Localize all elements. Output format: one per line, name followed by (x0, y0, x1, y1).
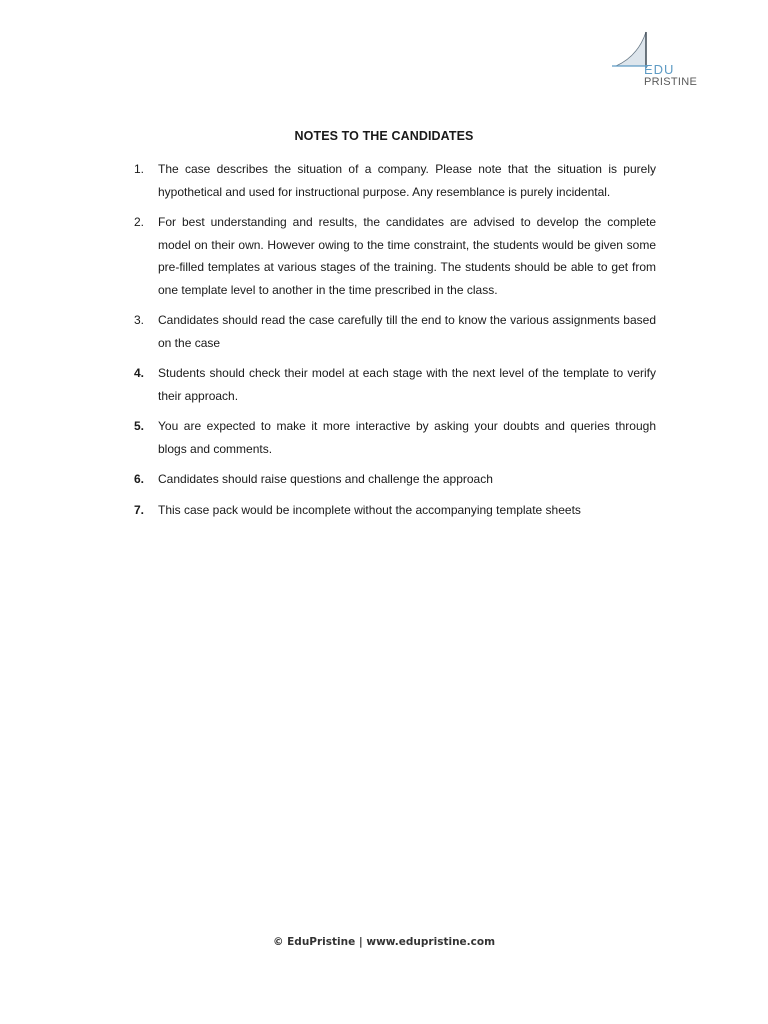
note-item (134, 499, 656, 522)
note-number: 3. (134, 313, 145, 327)
note-text: Students should check their model at each stage with the next level of the template to verify their approach. (158, 366, 656, 403)
note-item (134, 415, 656, 460)
notes-list (134, 158, 656, 529)
note-number: 5. (134, 419, 145, 433)
logo-pristine-text: PRISTINE (644, 76, 698, 88)
note-item (134, 362, 656, 407)
page-title: NOTES TO THE CANDIDATES (294, 129, 474, 143)
note-text: The case describes the situation of a company. Please note that the situation is purely hypothetical and used for instructional purpose. Any resemblance is purely incidental. (158, 162, 656, 199)
note-text: You are expected to make it more interactive by asking your doubts and queries through blogs and comments. (158, 419, 656, 456)
note-item (134, 468, 656, 491)
note-number: 4. (134, 366, 145, 380)
logo-edu-text: EDU (644, 62, 675, 77)
note-item (134, 309, 656, 354)
note-number: 7. (134, 502, 145, 517)
note-number: 6. (134, 472, 145, 486)
note-item (134, 211, 656, 301)
page-footer: © EduPristine | www.edupristine.com (272, 936, 496, 948)
note-number: 1. (134, 162, 145, 176)
edupristine-logo (612, 30, 708, 92)
note-number: 2. (134, 215, 145, 229)
note-item (134, 158, 656, 203)
note-text: Candidates should read the case carefully till the end to know the various assignments based on the case (158, 313, 656, 350)
note-text: Candidates should raise questions and challenge the approach (158, 472, 493, 486)
note-text: This case pack would be incomplete without the accompanying template sheets (158, 502, 581, 517)
note-text: For best understanding and results, the candidates are advised to develop the complete model on their own. However owing to the time constraint, the students would be given some pre-filled templates at various stages of the training. The students should be able to get from one template level to another in the time prescribed in the class. (158, 215, 656, 297)
